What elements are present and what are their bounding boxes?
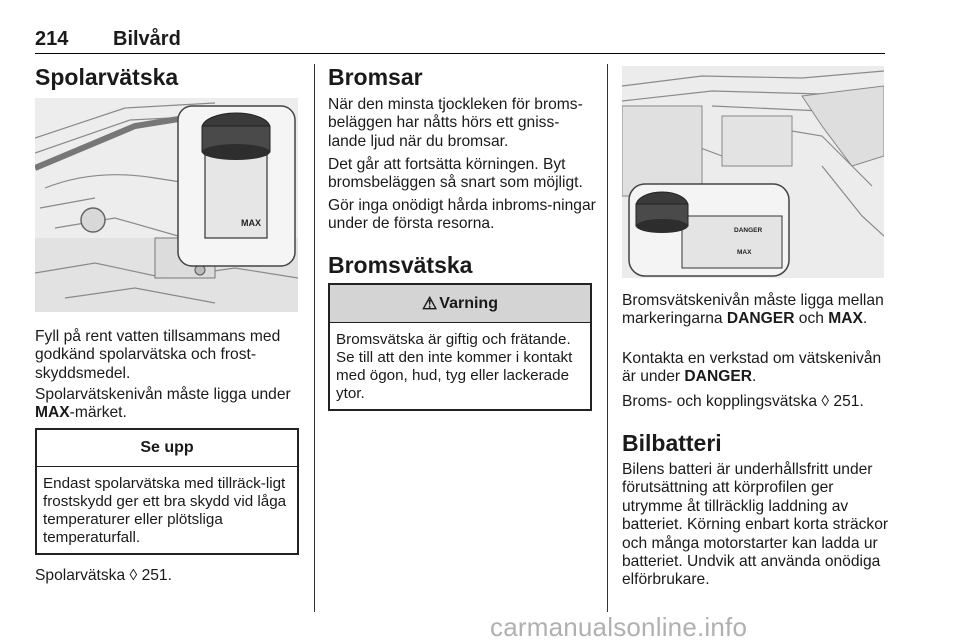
section-heading-spolarvatska: Spolarvätska (35, 64, 179, 90)
col2-paragraph-1: När den minsta tjockleken för broms-beläggen har nåtts hörs ett gniss-lande ljud när du bromsar. (328, 96, 583, 150)
header-rule (35, 53, 885, 54)
brake-fluid-illustration (622, 66, 884, 278)
col1-reference: Spolarvätska ◊ 251. (35, 567, 172, 584)
col1-paragraph-2: Spolarvätskenivån måste ligga under MAX-märket. (35, 386, 291, 422)
caution-text: Endast spolarvätska med tillräck-ligt frostskydd ger ett bra skydd vid låga temperaturer eller plötsliga temperaturfall. (43, 475, 287, 546)
footer-watermark: carmanualsonline.info (490, 612, 748, 642)
section-heading-bromsar: Bromsar (328, 64, 423, 90)
col1-paragraph-1: Fyll på rent vatten tillsammans med godkänd spolarvätska och frost-skyddsmedel. (35, 328, 281, 382)
page-ref-icon: ◊ (821, 393, 830, 410)
section-heading-bilbatteri: Bilbatteri (622, 430, 722, 456)
column-divider-2 (607, 64, 608, 612)
warning-title: Varning (439, 294, 498, 312)
chapter-title: Bilvård (113, 28, 181, 50)
col3-paragraph-3: Bilens batteri är underhållsfritt under förutsättning att körprofilen ger utrymme åt tillräcklig laddning av batteriet. Körning enbart korta sträckor och många motorstarter kan ladda ur batteriet. Undvik att använda onödiga elförbrukare. (622, 461, 889, 589)
danger-label: DANGER (734, 227, 763, 234)
col3-paragraph-2: Kontakta en verkstad om vätskenivån är under DANGER. (622, 350, 882, 386)
warning-text: Bromsvätska är giftig och frätande. Se till att den inte kommer i kontakt med ögon, hud, tyg eller lackerade ytor. (336, 331, 573, 402)
col3-reference: Broms- och kopplingsvätska ◊ 251. (622, 393, 864, 410)
caution-box (35, 428, 299, 555)
section-heading-bromsvatska: Bromsvätska (328, 252, 473, 278)
max-label: MAX (241, 218, 261, 228)
warning-box (328, 283, 592, 411)
max-label: MAX (737, 249, 752, 256)
page-number: 214 (35, 28, 69, 50)
col2-paragraph-2: Det går att fortsätta körningen. Byt bromsbeläggen så snart som möjligt. (328, 156, 583, 192)
washer-fluid-illustration (35, 98, 298, 312)
warning-icon: ⚠ (422, 293, 438, 313)
column-divider-1 (314, 64, 315, 612)
col3-paragraph-1: Bromsvätskenivån måste ligga mellan markeringarna DANGER och MAX. (622, 292, 884, 328)
warning-header (330, 285, 590, 323)
caution-title: Se upp (37, 430, 297, 467)
col2-paragraph-3: Gör inga onödigt hårda inbroms-ningar under de första resorna. (328, 197, 596, 233)
page-ref-icon: ◊ (129, 567, 138, 584)
